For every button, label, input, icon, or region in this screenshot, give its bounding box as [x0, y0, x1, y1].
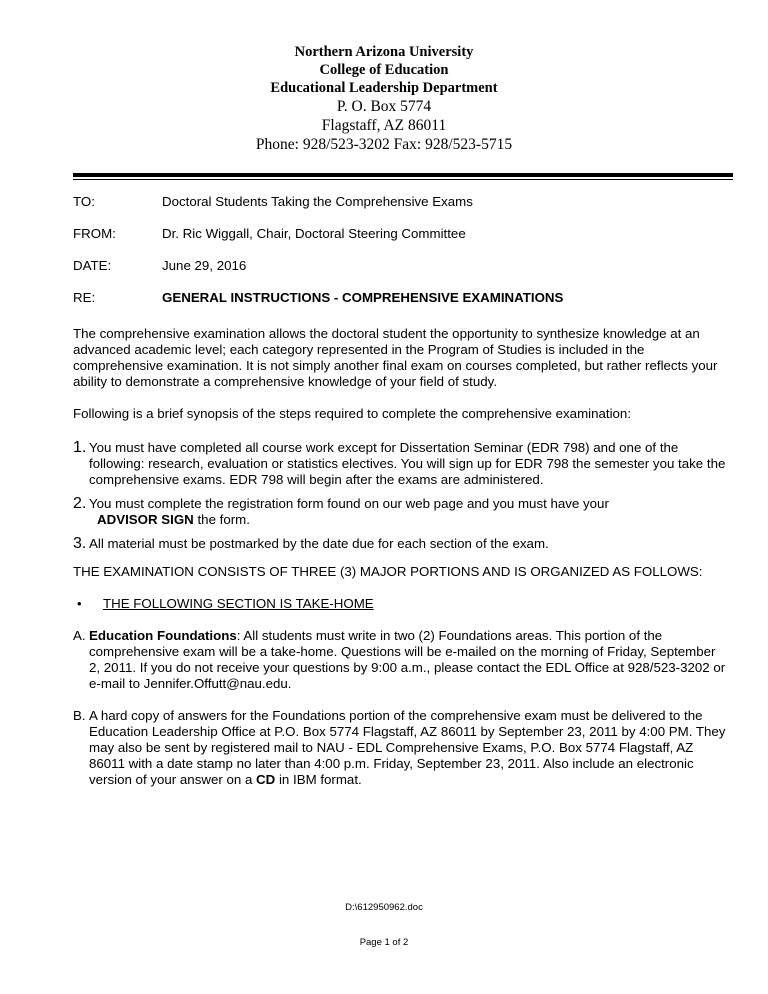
memo-date-label: DATE: — [73, 258, 112, 273]
synopsis-paragraph: Following is a brief synopsis of the steps required to complete the comprehensive examination: — [73, 406, 632, 421]
section-b-body-end: in IBM format. — [275, 772, 362, 787]
exam-structure-heading: THE EXAMINATION CONSISTS OF THREE (3) MAJOR PORTIONS AND IS ORGANIZED AS FOLLOWS: — [73, 564, 703, 579]
step-2-text-before: You must complete the registration form found on our web page and you must have your — [89, 496, 609, 511]
step-3 — [73, 536, 733, 552]
footer-file-path: D:\612950962.doc — [345, 902, 423, 913]
college-name: College of Education — [319, 62, 449, 78]
step-2 — [73, 496, 733, 528]
take-home-bullet-text: THE FOLLOWING SECTION IS TAKE-HOME — [103, 596, 374, 611]
header-divider-thin — [73, 179, 733, 180]
memo-from-label: FROM: — [73, 226, 116, 241]
section-b-letter: B. — [73, 708, 86, 723]
section-a-letter: A. — [73, 628, 86, 643]
memo-re-value: GENERAL INSTRUCTIONS - COMPREHENSIVE EXAMINATIONS — [162, 290, 564, 305]
memo-from-value: Dr. Ric Wiggall, Chair, Doctoral Steering Committee — [162, 226, 466, 241]
section-a — [73, 628, 733, 692]
memo-re-label: RE: — [73, 290, 96, 305]
memo-date-row — [73, 258, 733, 274]
po-box: P. O. Box 5774 — [336, 98, 432, 115]
memo-body — [73, 194, 733, 804]
section-a-body: : All students must write in two (2) Foundations areas. This portion of the comprehensive exam will be a take-home. Questions will be e-mailed on the morning of Friday, September 2, 2011. If you do not receive your questions by 9:00 a.m., please contact the EDL Office at 928/523-3202 or e-mail to Jennifer.Offutt@nau.edu. — [89, 628, 726, 691]
step-2-text — [89, 496, 729, 528]
step-3-number: 3. — [73, 535, 87, 552]
section-b-text — [89, 708, 729, 788]
header-divider-thick — [73, 173, 733, 177]
memo-from-row — [73, 226, 733, 242]
step-2-advisor-sign: ADVISOR SIGN — [97, 512, 194, 527]
step-1 — [73, 440, 733, 488]
step-1-text: You must have completed all course work except for Dissertation Seminar (EDR 798) and one of the following: research, evaluation or statistics electives. You will sign up for EDR 798 the semester you take the comprehensive exams. EDR 798 will begin after the exams are administered. — [89, 440, 726, 487]
step-1-number: 1. — [73, 439, 87, 456]
memo-re-row — [73, 290, 733, 306]
intro-paragraph: The comprehensive examination allows the doctoral student the opportunity to synthesize knowledge at an advanced academic level; each category represented in the Program of Studies is included in the comprehensive examination. It is not simply another final exam on courses completed, but rather reflects your ability to demonstrate a comprehensive knowledge of your field of study. — [73, 326, 718, 389]
section-a-title: Education Foundations — [89, 628, 237, 643]
section-b-cd: CD — [256, 772, 276, 787]
memo-date-value: June 29, 2016 — [162, 258, 247, 273]
phone-fax: Phone: 928/523-3202 Fax: 928/523-5715 — [255, 136, 513, 153]
take-home-bullet — [73, 596, 733, 612]
section-a-text — [89, 628, 729, 692]
step-3-text: All material must be postmarked by the date due for each section of the exam. — [89, 536, 549, 551]
university-name: Northern Arizona University — [294, 44, 474, 60]
city-state: Flagstaff, AZ 86011 — [321, 117, 447, 134]
step-2-text-after: the form. — [193, 512, 250, 527]
letterhead — [0, 43, 768, 154]
step-2-number: 2. — [73, 495, 87, 512]
section-b — [73, 708, 733, 788]
memo-to-row — [73, 194, 733, 210]
memo-to-label: TO: — [73, 194, 95, 209]
section-b-body: A hard copy of answers for the Foundations portion of the comprehensive exam must be delivered to the Education Leadership Office at P.O. Box 5774 Flagstaff, AZ 86011 by September 23, 2011 by 4:00 PM. They may also be sent by registered mail to NAU - EDL Comprehensive Exams, P.O. Box 5774 Flagstaff, AZ 86011 with a date stamp no later than 4:00 p.m. Friday, September 23, 2011. Also include an electronic version of your answer on a — [89, 708, 726, 787]
memo-to-value: Doctoral Students Taking the Comprehensive Exams — [162, 194, 473, 209]
bullet-icon: • — [77, 596, 82, 611]
footer-page-number: Page 1 of 2 — [359, 937, 409, 948]
department-name: Educational Leadership Department — [270, 80, 498, 96]
